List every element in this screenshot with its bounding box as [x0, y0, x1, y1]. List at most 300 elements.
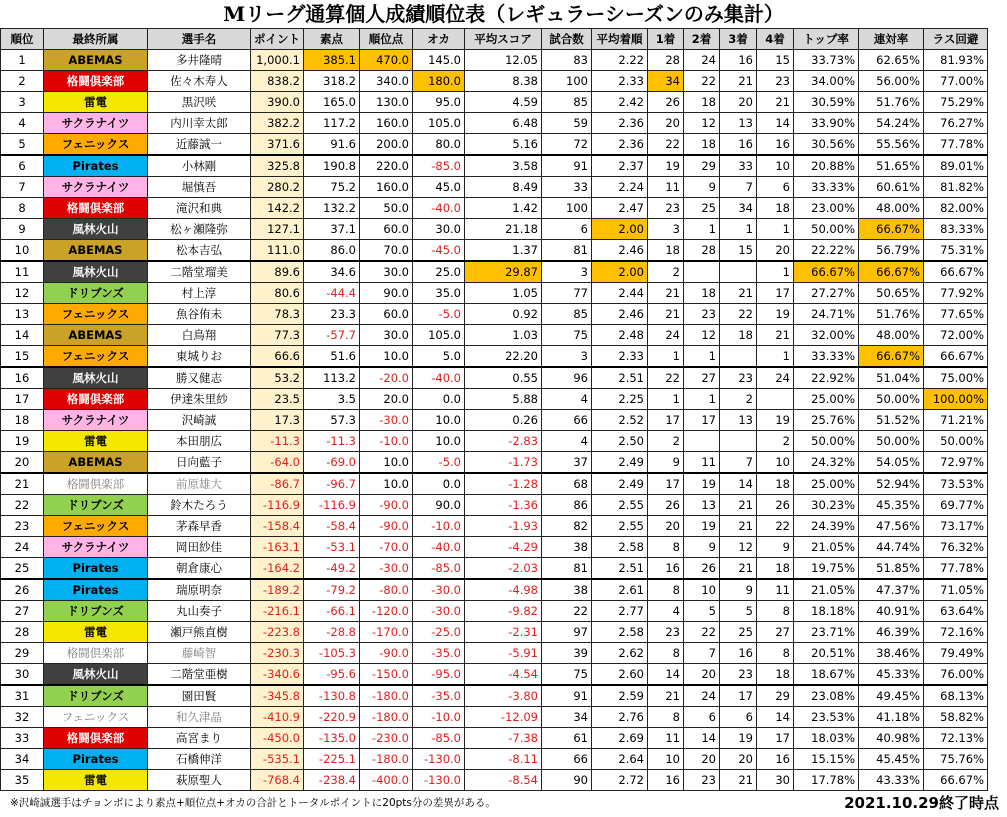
fourth-count-cell: 19 [757, 304, 794, 325]
oka-cell: 10.0 [413, 431, 465, 452]
avg-score-cell: 6.48 [465, 113, 542, 134]
points-cell: -450.0 [251, 728, 304, 749]
table-row [1, 643, 988, 664]
points-cell: 127.1 [251, 219, 304, 240]
oka-cell: 0.0 [413, 389, 465, 410]
last-avoid-rate-cell: 81.93% [924, 50, 988, 71]
third-count-cell [720, 431, 757, 452]
last-avoid-rate-cell: 77.78% [924, 134, 988, 156]
second-count-cell: 12 [684, 325, 720, 346]
team-cell: サクラナイツ [44, 113, 148, 134]
points-cell: -216.1 [251, 601, 304, 622]
column-header: ラス回避 [924, 29, 988, 50]
raw-score-cell: 190.8 [304, 155, 360, 177]
fourth-count-cell: 22 [757, 516, 794, 537]
column-header: 素点 [304, 29, 360, 50]
third-count-cell: 6 [720, 707, 757, 728]
top-rate-cell: 30.59% [794, 92, 859, 113]
third-count-cell: 23 [720, 367, 757, 389]
fourth-count-cell: 29 [757, 685, 794, 707]
rank-points-cell: 340.0 [360, 71, 413, 92]
fourth-count-cell: 23 [757, 71, 794, 92]
raw-score-cell: -238.4 [304, 770, 360, 791]
avg-score-cell: 0.55 [465, 367, 542, 389]
table-row [1, 728, 988, 749]
top-rate-cell: 20.51% [794, 643, 859, 664]
rentai-rate-cell: 56.00% [859, 71, 924, 92]
points-cell: 78.3 [251, 304, 304, 325]
rank-cell: 15 [1, 346, 44, 368]
avg-score-cell: -12.09 [465, 707, 542, 728]
points-cell: 23.5 [251, 389, 304, 410]
rank-cell: 7 [1, 177, 44, 198]
second-count-cell: 18 [684, 134, 720, 156]
table-row [1, 50, 988, 71]
rank-points-cell: -90.0 [360, 643, 413, 664]
fourth-count-cell: 18 [757, 558, 794, 580]
avg-score-cell: 22.20 [465, 346, 542, 368]
points-cell: -164.2 [251, 558, 304, 580]
top-rate-cell: 22.92% [794, 367, 859, 389]
raw-score-cell: -28.8 [304, 622, 360, 643]
fourth-count-cell: 30 [757, 770, 794, 791]
rank-cell: 13 [1, 304, 44, 325]
fourth-count-cell: 1 [757, 346, 794, 368]
top-rate-cell: 23.08% [794, 685, 859, 707]
rank-cell: 23 [1, 516, 44, 537]
games-cell: 75 [542, 325, 592, 346]
fourth-count-cell: 27 [757, 622, 794, 643]
fourth-count-cell: 17 [757, 283, 794, 304]
rank-points-cell: 10.0 [360, 473, 413, 495]
last-avoid-rate-cell: 77.92% [924, 283, 988, 304]
third-count-cell: 21 [720, 495, 757, 516]
team-cell: ABEMAS [44, 325, 148, 346]
column-header: 2着 [684, 29, 720, 50]
avg-rank-cell: 2.44 [592, 283, 648, 304]
third-count-cell: 25 [720, 622, 757, 643]
team-cell: 風林火山 [44, 367, 148, 389]
player-name-cell: 内川幸太郎 [148, 113, 251, 134]
oka-cell: -40.0 [413, 537, 465, 558]
player-name-cell: 白鳥翔 [148, 325, 251, 346]
team-cell: サクラナイツ [44, 537, 148, 558]
rentai-rate-cell: 47.37% [859, 579, 924, 601]
column-header: 最終所属 [44, 29, 148, 50]
team-cell: ドリブンズ [44, 283, 148, 304]
first-count-cell: 17 [648, 473, 684, 495]
third-count-cell: 20 [720, 92, 757, 113]
column-header: 1着 [648, 29, 684, 50]
player-name-cell: 松ヶ瀬隆弥 [148, 219, 251, 240]
second-count-cell: 19 [684, 516, 720, 537]
rank-cell: 34 [1, 749, 44, 770]
third-count-cell: 7 [720, 452, 757, 474]
games-cell: 66 [542, 749, 592, 770]
second-count-cell [684, 261, 720, 283]
points-cell: -535.1 [251, 749, 304, 770]
second-count-cell: 25 [684, 198, 720, 219]
rank-points-cell: 10.0 [360, 346, 413, 368]
rank-cell: 5 [1, 134, 44, 156]
first-count-cell: 14 [648, 664, 684, 686]
points-cell: 382.2 [251, 113, 304, 134]
points-cell: -340.6 [251, 664, 304, 686]
raw-score-cell: -69.0 [304, 452, 360, 474]
games-cell: 39 [542, 643, 592, 664]
column-header: 平均スコア [465, 29, 542, 50]
third-count-cell: 16 [720, 643, 757, 664]
raw-score-cell: -220.9 [304, 707, 360, 728]
first-count-cell: 8 [648, 579, 684, 601]
avg-rank-cell: 2.58 [592, 537, 648, 558]
player-name-cell: 丸山奏子 [148, 601, 251, 622]
avg-rank-cell: 2.49 [592, 452, 648, 474]
rentai-rate-cell: 38.46% [859, 643, 924, 664]
player-name-cell: 多井隆晴 [148, 50, 251, 71]
second-count-cell: 6 [684, 707, 720, 728]
table-row [1, 410, 988, 431]
rentai-rate-cell: 40.98% [859, 728, 924, 749]
team-cell: 格闘倶楽部 [44, 473, 148, 495]
avg-rank-cell: 2.61 [592, 579, 648, 601]
rentai-rate-cell: 62.65% [859, 50, 924, 71]
player-name-cell: 朝倉康心 [148, 558, 251, 580]
points-cell: -116.9 [251, 495, 304, 516]
avg-score-cell: -3.80 [465, 685, 542, 707]
last-avoid-rate-cell: 71.05% [924, 579, 988, 601]
last-avoid-rate-cell: 79.49% [924, 643, 988, 664]
rentai-rate-cell: 60.61% [859, 177, 924, 198]
top-rate-cell: 34.00% [794, 71, 859, 92]
rank-cell: 17 [1, 389, 44, 410]
second-count-cell: 23 [684, 304, 720, 325]
player-name-cell: 二階堂亜樹 [148, 664, 251, 686]
rentai-rate-cell: 50.00% [859, 389, 924, 410]
rank-points-cell: 470.0 [360, 50, 413, 71]
oka-cell: -10.0 [413, 516, 465, 537]
player-name-cell: 岡田紗佳 [148, 537, 251, 558]
first-count-cell: 26 [648, 495, 684, 516]
top-rate-cell: 20.88% [794, 155, 859, 177]
rank-points-cell: -90.0 [360, 516, 413, 537]
avg-score-cell: 1.37 [465, 240, 542, 262]
player-name-cell: 茅森早香 [148, 516, 251, 537]
third-count-cell: 13 [720, 410, 757, 431]
rank-points-cell: -90.0 [360, 495, 413, 516]
last-avoid-rate-cell: 72.16% [924, 622, 988, 643]
first-count-cell: 23 [648, 622, 684, 643]
last-avoid-rate-cell: 66.67% [924, 346, 988, 368]
first-count-cell: 19 [648, 155, 684, 177]
last-avoid-rate-cell: 75.31% [924, 240, 988, 262]
last-avoid-rate-cell: 75.00% [924, 367, 988, 389]
avg-score-cell: -5.91 [465, 643, 542, 664]
player-name-cell: 勝又健志 [148, 367, 251, 389]
team-cell: 風林火山 [44, 261, 148, 283]
points-cell: 325.8 [251, 155, 304, 177]
first-count-cell: 3 [648, 219, 684, 240]
avg-rank-cell: 2.00 [592, 219, 648, 240]
last-avoid-rate-cell: 89.01% [924, 155, 988, 177]
player-name-cell: 松本吉弘 [148, 240, 251, 262]
rank-cell: 29 [1, 643, 44, 664]
player-name-cell: 東城りお [148, 346, 251, 368]
oka-cell: 95.0 [413, 92, 465, 113]
team-cell: 風林火山 [44, 664, 148, 686]
first-count-cell: 23 [648, 198, 684, 219]
raw-score-cell: 165.0 [304, 92, 360, 113]
rank-cell: 9 [1, 219, 44, 240]
third-count-cell: 21 [720, 558, 757, 580]
player-name-cell: 沢崎誠 [148, 410, 251, 431]
games-cell: 81 [542, 558, 592, 580]
oka-cell: -85.0 [413, 155, 465, 177]
top-rate-cell: 25.76% [794, 410, 859, 431]
avg-rank-cell: 2.51 [592, 367, 648, 389]
table-row [1, 664, 988, 686]
player-name-cell: 滝沢和典 [148, 198, 251, 219]
last-avoid-rate-cell: 81.82% [924, 177, 988, 198]
games-cell: 3 [542, 261, 592, 283]
fourth-count-cell: 21 [757, 92, 794, 113]
table-row [1, 325, 988, 346]
oka-cell: 0.0 [413, 473, 465, 495]
rank-points-cell: 60.0 [360, 219, 413, 240]
second-count-cell: 18 [684, 283, 720, 304]
rank-cell: 35 [1, 770, 44, 791]
player-name-cell: 瑞原明奈 [148, 579, 251, 601]
rank-points-cell: 90.0 [360, 283, 413, 304]
games-cell: 90 [542, 770, 592, 791]
rentai-rate-cell: 48.00% [859, 198, 924, 219]
avg-score-cell: 4.59 [465, 92, 542, 113]
last-avoid-rate-cell: 66.67% [924, 770, 988, 791]
first-count-cell: 24 [648, 325, 684, 346]
second-count-cell: 22 [684, 71, 720, 92]
team-cell: サクラナイツ [44, 177, 148, 198]
avg-rank-cell: 2.55 [592, 495, 648, 516]
oka-cell: -5.0 [413, 452, 465, 474]
rank-cell: 11 [1, 261, 44, 283]
third-count-cell: 13 [720, 113, 757, 134]
player-name-cell: 村上淳 [148, 283, 251, 304]
table-row [1, 452, 988, 474]
top-rate-cell: 24.32% [794, 452, 859, 474]
avg-rank-cell: 2.48 [592, 325, 648, 346]
raw-score-cell: 37.1 [304, 219, 360, 240]
rank-cell: 33 [1, 728, 44, 749]
third-count-cell [720, 261, 757, 283]
first-count-cell: 34 [648, 71, 684, 92]
games-cell: 97 [542, 622, 592, 643]
games-cell: 100 [542, 198, 592, 219]
table-row [1, 770, 988, 791]
fourth-count-cell: 6 [757, 177, 794, 198]
rank-cell: 20 [1, 452, 44, 474]
fourth-count-cell: 21 [757, 325, 794, 346]
second-count-cell: 20 [684, 749, 720, 770]
last-avoid-rate-cell: 76.27% [924, 113, 988, 134]
rank-cell: 14 [1, 325, 44, 346]
avg-score-cell: 12.05 [465, 50, 542, 71]
first-count-cell: 21 [648, 685, 684, 707]
table-row [1, 516, 988, 537]
first-count-cell: 18 [648, 240, 684, 262]
raw-score-cell: -225.1 [304, 749, 360, 770]
last-avoid-rate-cell: 75.29% [924, 92, 988, 113]
games-cell: 6 [542, 219, 592, 240]
avg-rank-cell: 2.46 [592, 240, 648, 262]
games-cell: 100 [542, 71, 592, 92]
third-count-cell: 21 [720, 283, 757, 304]
points-cell: 280.2 [251, 177, 304, 198]
fourth-count-cell: 10 [757, 155, 794, 177]
first-count-cell: 4 [648, 601, 684, 622]
rentai-rate-cell: 49.45% [859, 685, 924, 707]
first-count-cell: 26 [648, 92, 684, 113]
avg-rank-cell: 2.59 [592, 685, 648, 707]
rank-cell: 6 [1, 155, 44, 177]
player-name-cell: 藤崎智 [148, 643, 251, 664]
avg-score-cell: -9.82 [465, 601, 542, 622]
second-count-cell: 5 [684, 601, 720, 622]
points-cell: -163.1 [251, 537, 304, 558]
last-avoid-rate-cell: 58.82% [924, 707, 988, 728]
raw-score-cell: 34.6 [304, 261, 360, 283]
rank-points-cell: 70.0 [360, 240, 413, 262]
fourth-count-cell: 20 [757, 240, 794, 262]
avg-rank-cell: 2.42 [592, 92, 648, 113]
games-cell: 37 [542, 452, 592, 474]
second-count-cell: 26 [684, 558, 720, 580]
rank-points-cell: -30.0 [360, 558, 413, 580]
avg-rank-cell: 2.76 [592, 707, 648, 728]
rank-points-cell: 50.0 [360, 198, 413, 219]
points-cell: -230.3 [251, 643, 304, 664]
avg-rank-cell: 2.46 [592, 304, 648, 325]
points-cell: 53.2 [251, 367, 304, 389]
fourth-count-cell: 14 [757, 707, 794, 728]
rentai-rate-cell: 48.00% [859, 325, 924, 346]
column-header: 3着 [720, 29, 757, 50]
top-rate-cell: 66.67% [794, 261, 859, 283]
avg-rank-cell: 2.00 [592, 261, 648, 283]
standings-table [0, 28, 988, 791]
avg-score-cell: -8.54 [465, 770, 542, 791]
points-cell: -223.8 [251, 622, 304, 643]
top-rate-cell: 24.71% [794, 304, 859, 325]
team-cell: 風林火山 [44, 219, 148, 240]
table-row [1, 134, 988, 156]
second-count-cell: 9 [684, 177, 720, 198]
avg-score-cell: -4.98 [465, 579, 542, 601]
rank-cell: 24 [1, 537, 44, 558]
raw-score-cell: -79.2 [304, 579, 360, 601]
top-rate-cell: 23.71% [794, 622, 859, 643]
oka-cell: 30.0 [413, 219, 465, 240]
rank-points-cell: -400.0 [360, 770, 413, 791]
player-name-cell: 萩原聖人 [148, 770, 251, 791]
player-name-cell: 園田賢 [148, 685, 251, 707]
second-count-cell: 1 [684, 346, 720, 368]
games-cell: 68 [542, 473, 592, 495]
oka-cell: -30.0 [413, 601, 465, 622]
rentai-rate-cell: 52.94% [859, 473, 924, 495]
games-cell: 75 [542, 664, 592, 686]
avg-score-cell: 29.87 [465, 261, 542, 283]
rentai-rate-cell: 44.74% [859, 537, 924, 558]
third-count-cell: 5 [720, 601, 757, 622]
raw-score-cell: -11.3 [304, 431, 360, 452]
last-avoid-rate-cell: 68.13% [924, 685, 988, 707]
second-count-cell: 13 [684, 495, 720, 516]
rank-points-cell: 160.0 [360, 177, 413, 198]
first-count-cell: 17 [648, 410, 684, 431]
avg-rank-cell: 2.64 [592, 749, 648, 770]
raw-score-cell: 3.5 [304, 389, 360, 410]
last-avoid-rate-cell: 66.67% [924, 261, 988, 283]
rank-points-cell: -170.0 [360, 622, 413, 643]
table-row [1, 707, 988, 728]
first-count-cell: 16 [648, 558, 684, 580]
avg-rank-cell: 2.37 [592, 155, 648, 177]
rank-cell: 10 [1, 240, 44, 262]
games-cell: 85 [542, 304, 592, 325]
column-header: 順位 [1, 29, 44, 50]
top-rate-cell: 33.33% [794, 177, 859, 198]
raw-score-cell: -44.4 [304, 283, 360, 304]
avg-score-cell: -4.29 [465, 537, 542, 558]
fourth-count-cell: 18 [757, 664, 794, 686]
player-name-cell: 日向藍子 [148, 452, 251, 474]
oka-cell: -5.0 [413, 304, 465, 325]
points-cell: -158.4 [251, 516, 304, 537]
avg-rank-cell: 2.58 [592, 622, 648, 643]
avg-score-cell: -1.93 [465, 516, 542, 537]
points-cell: 66.6 [251, 346, 304, 368]
player-name-cell: 黒沢咲 [148, 92, 251, 113]
last-avoid-rate-cell: 77.00% [924, 71, 988, 92]
fourth-count-cell: 14 [757, 113, 794, 134]
player-name-cell: 石橋伸洋 [148, 749, 251, 770]
team-cell: フェニックス [44, 516, 148, 537]
second-count-cell: 10 [684, 579, 720, 601]
second-count-cell: 19 [684, 473, 720, 495]
team-cell: フェニックス [44, 707, 148, 728]
first-count-cell: 22 [648, 134, 684, 156]
raw-score-cell: -105.3 [304, 643, 360, 664]
oka-cell: -130.0 [413, 749, 465, 770]
team-cell: Pirates [44, 155, 148, 177]
oka-cell: 25.0 [413, 261, 465, 283]
rank-points-cell: -120.0 [360, 601, 413, 622]
oka-cell: -30.0 [413, 579, 465, 601]
second-count-cell: 22 [684, 622, 720, 643]
first-count-cell: 21 [648, 283, 684, 304]
table-row [1, 389, 988, 410]
third-count-cell: 21 [720, 71, 757, 92]
avg-rank-cell: 2.33 [592, 346, 648, 368]
raw-score-cell: -66.1 [304, 601, 360, 622]
rank-cell: 16 [1, 367, 44, 389]
games-cell: 96 [542, 367, 592, 389]
rank-points-cell: 220.0 [360, 155, 413, 177]
third-count-cell: 12 [720, 537, 757, 558]
fourth-count-cell: 8 [757, 601, 794, 622]
fourth-count-cell: 19 [757, 410, 794, 431]
team-cell: 格闘倶楽部 [44, 389, 148, 410]
